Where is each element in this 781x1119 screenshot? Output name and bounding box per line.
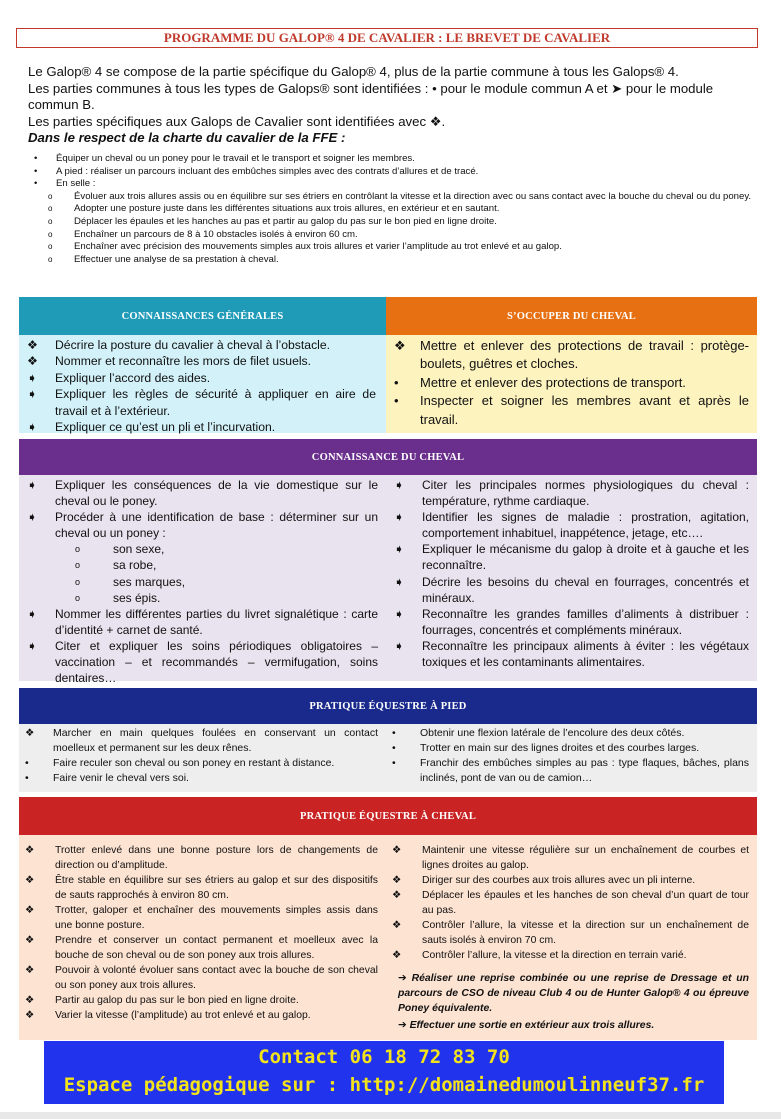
- horse-care-list: [386, 335, 757, 433]
- bullet-icon: •: [392, 742, 396, 754]
- bullet-icon: ❖: [394, 338, 406, 353]
- list-item: [392, 756, 749, 786]
- list-item-text: Équiper un cheval ou un poney pour le travail et le transport et soigner les membres.: [56, 153, 415, 164]
- list-item-text: Varier la vitesse (l’amplitude) au trot enlevé et au galop.: [55, 1010, 311, 1021]
- bullet-icon: ➧: [27, 420, 38, 435]
- contact-banner: [44, 1041, 724, 1104]
- list-subitem: [34, 229, 759, 242]
- bullet-icon: ➧: [27, 478, 38, 492]
- list-subitem: [27, 557, 378, 573]
- list-item: [27, 337, 376, 353]
- list-item-text: Adopter une posture juste dans les différentes situations aux trois allures, en extérieur et en sautant.: [74, 203, 500, 215]
- header-pratique-a-pied: PRATIQUE ÉQUESTRE À PIED: [19, 688, 757, 724]
- list-item-text: Trotter enlevé dans une bonne posture lors de changements de direction ou d’amplitude.: [55, 845, 378, 871]
- list-item-text: Identifier les signes de maladie : prostration, agitation, comportement inhabituel, inappétence, jetage, etc….: [422, 510, 749, 541]
- list-item-text: Décrire les besoins du cheval en fourrages, concentrés et minéraux.: [422, 574, 749, 605]
- list-item-text: Procéder à une identification de base : déterminer sur un cheval ou un poney :: [55, 510, 378, 541]
- list-item: [394, 574, 749, 606]
- list-item-text: Prendre et conserver un contact permanent et moelleux avec la bouche de son cheval ou de son poney aux trois allures.: [55, 935, 378, 961]
- list-item-text: Maintenir une vitesse régulière sur un enchaînement de courbes et lignes droites au galop.: [422, 845, 749, 871]
- list-item: [392, 888, 749, 918]
- circle-bullet-icon: o: [48, 229, 53, 239]
- list-item-text: Faire reculer son cheval ou son poney en restant à distance.: [53, 757, 335, 769]
- list-item: [392, 948, 749, 963]
- exam-note: ➔ Réaliser une reprise combinée ou une reprise de Dressage et un parcours de CSO de niveau Club 4 ou de Hunter Galop® 4 ou épreuve Poney équivalente.: [398, 973, 749, 1014]
- list-item: [394, 374, 749, 392]
- bullet-icon: •: [34, 178, 38, 190]
- intro: [28, 64, 763, 147]
- bullet-icon: ❖: [25, 845, 35, 856]
- list-item-text: Obtenir une flexion latérale de l’encolure des deux côtés.: [420, 727, 685, 739]
- list-item-text: Contrôler l’allure, la vitesse et la direction sur un enchaînement de sauts isolés à environ 70 cm.: [422, 920, 749, 946]
- list-item-text: Déplacer les épaules et les hanches de son cheval d’un quart de tour au pas.: [422, 890, 749, 916]
- list-subitem: [27, 590, 378, 606]
- bullet-icon: ❖: [25, 1010, 35, 1021]
- bullet-icon: ➧: [27, 370, 38, 385]
- list-item: [27, 370, 376, 386]
- list-item: [25, 843, 378, 873]
- list-item: [392, 726, 749, 741]
- list-item: [25, 1008, 378, 1023]
- list-subitem: [34, 216, 759, 229]
- list-item: [25, 993, 378, 1008]
- list-item: [394, 392, 749, 429]
- bullet-icon: •: [392, 727, 396, 739]
- list-item: [25, 726, 378, 756]
- list-item-text: Nommer et reconnaître les mors de filet usuels.: [55, 354, 312, 369]
- list-item: [394, 337, 749, 374]
- list-item: [394, 541, 749, 573]
- bullet-icon: ❖: [392, 845, 402, 856]
- bullet-icon: •: [25, 772, 29, 784]
- list-item-text: ses marques,: [113, 574, 186, 589]
- bullet-icon: •: [392, 757, 396, 769]
- circle-bullet-icon: o: [48, 242, 53, 252]
- list-item: [25, 756, 378, 771]
- bullet-icon: ➧: [394, 638, 405, 653]
- list-item-text: Trotter, galoper et enchaîner des mouvements simples assis dans une bonne posture.: [55, 905, 378, 931]
- bullet-icon: ❖: [25, 905, 35, 916]
- intro-paragraph-2: Les parties communes à tous les types de Galops® sont identifiées : • pour le module commun A et ➤ pour le module commun B.: [28, 80, 714, 112]
- list-item-text: Partir au galop du pas sur le bon pied en ligne droite.: [55, 995, 299, 1006]
- exam-note-outdoor: ➔ Effectuer une sortie en extérieur aux trois allures.: [398, 1020, 655, 1031]
- list-item: [25, 873, 378, 903]
- circle-bullet-icon: o: [75, 592, 81, 603]
- header-soccuper-du-cheval: S’OCCUPER DU CHEVAL: [386, 297, 757, 335]
- section-ground-practice: [19, 688, 757, 792]
- bullet-icon: ❖: [392, 950, 402, 961]
- list-item-text: Faire venir le cheval vers soi.: [53, 772, 189, 784]
- bullet-icon: •: [394, 393, 399, 409]
- ground-practice-right-list: [386, 724, 757, 792]
- bullet-icon: ❖: [25, 995, 35, 1006]
- list-item-text: Expliquer l’accord des aides.: [55, 370, 211, 385]
- list-item-text: Reconnaître les grandes familles d’aliments à distribuer : fourrages, concentrés et compléments minéraux.: [422, 606, 749, 637]
- list-item: [27, 386, 376, 419]
- circle-bullet-icon: o: [48, 191, 53, 201]
- list-item: [394, 606, 749, 638]
- section-horse-knowledge: [19, 439, 757, 686]
- list-item-text: sa robe,: [113, 558, 157, 573]
- bullet-icon: ❖: [25, 965, 35, 976]
- list-item-text: Contrôler l’allure, la vitesse et la direction en terrain varié.: [422, 950, 687, 961]
- bullet-icon: ➧: [27, 510, 38, 525]
- header-connaissance-du-cheval: CONNAISSANCE DU CHEVAL: [19, 439, 757, 475]
- list-item: [27, 477, 378, 509]
- bullet-icon: ❖: [25, 875, 35, 886]
- list-item-text: Citer les principales normes physiologiques du cheval : température, rythme cardiaque.: [422, 478, 749, 509]
- list-item: [27, 509, 378, 541]
- horse-knowledge-left-list: [19, 475, 386, 686]
- bullet-icon: ➧: [27, 638, 38, 653]
- bullet-icon: ❖: [392, 920, 402, 931]
- circle-bullet-icon: o: [75, 576, 81, 587]
- circle-bullet-icon: o: [48, 254, 53, 264]
- list-item-text: Enchaîner avec précision des mouvements simples aux trois allures et varier l’amplitude au trot enlevé et au galop.: [74, 241, 562, 253]
- list-item: [25, 903, 378, 933]
- list-subitem: [27, 574, 378, 590]
- list-item-text: Reconnaître les principaux aliments à éviter : les végétaux toxiques et les contaminants alimentaires.: [422, 638, 749, 670]
- bullet-icon: •: [25, 757, 29, 769]
- contact-website-link[interactable]: Espace pédagogique sur : http://domainedumoulinneuf37.fr: [63, 1074, 705, 1096]
- list-subitem: [34, 191, 759, 204]
- circle-bullet-icon: o: [48, 204, 53, 214]
- bullet-icon: •: [34, 165, 38, 177]
- bullet-icon: ➧: [394, 478, 405, 492]
- bullet-icon: •: [394, 374, 399, 390]
- list-subitem: [27, 541, 378, 557]
- list-item: [27, 419, 376, 435]
- list-item: [392, 918, 749, 948]
- bullet-icon: ➧: [27, 606, 38, 621]
- list-item-text: Diriger sur des courbes aux trois allures avec un pli interne.: [422, 875, 696, 886]
- bullet-icon: ❖: [27, 338, 38, 352]
- list-item-text: Effectuer une analyse de sa prestation à cheval.: [74, 253, 279, 265]
- ground-practice-left-list: [19, 724, 386, 792]
- list-item-text: Franchir des embûches simples au pas : type flaques, bâches, plans inclinés, pont de van ou de camion…: [420, 757, 749, 784]
- list-item-text: Enchaîner un parcours de 8 à 10 obstacles isolés à environ 60 cm.: [74, 228, 358, 240]
- riding-practice-right-list: [386, 835, 757, 1040]
- list-item-text: Mettre et enlever des protections de travail : protège-boulets, guêtres et cloches.: [420, 338, 749, 372]
- list-item-text: Expliquer le mécanisme du galop à droite et à gauche et les reconnaître.: [422, 542, 749, 573]
- list-item-text: Mettre et enlever des protections de transport.: [420, 374, 686, 390]
- list-subitem: [34, 254, 759, 267]
- bullet-icon: ❖: [27, 354, 38, 369]
- list-subitem: [34, 241, 759, 254]
- header-connaissances-generales: CONNAISSANCES GÉNÉRALES: [19, 297, 386, 335]
- list-item: [27, 638, 378, 686]
- list-item-text: ses épis.: [113, 590, 161, 605]
- list-item: [394, 509, 749, 541]
- list-subitem: [34, 203, 759, 216]
- bullet-icon: ➧: [394, 542, 405, 557]
- bullet-icon: ➧: [27, 387, 38, 402]
- list-item-text: Trotter en main sur des lignes droites et des courbes larges.: [420, 742, 700, 754]
- ffe-objectives-list: [34, 153, 759, 266]
- list-item-text: Être stable en équilibre sur ses étriers au galop et sur des dispositifs de sauts rapprochés à environ 80 cm.: [55, 875, 378, 901]
- list-item-text: son sexe,: [113, 542, 165, 557]
- list-item: [34, 166, 759, 179]
- general-knowledge-list: [19, 335, 386, 433]
- charte-heading: Dans le respect de la charte du cavalier de la FFE :: [28, 130, 346, 145]
- header-pratique-a-cheval: PRATIQUE ÉQUESTRE À CHEVAL: [19, 797, 757, 835]
- list-item-text: Évoluer aux trois allures assis ou en équilibre sur ses étriers en contrôlant la vitesse et la direction avec ou sans contact avec la bouche du cheval ou du poney.: [74, 190, 752, 202]
- list-item-text: Expliquer les conséquences de la vie domestique sur le cheval ou le poney.: [55, 478, 378, 509]
- bullet-icon: ❖: [25, 935, 35, 946]
- list-item-text: A pied : réaliser un parcours incluant des embûches simples avec des contrats d’allures et de tracé.: [56, 165, 479, 177]
- list-item-text: Nommer les différentes parties du livret signalétique : carte d’identité + carnet de santé.: [55, 606, 378, 637]
- page-title: PROGRAMME DU GALOP® 4 DE CAVALIER : LE BREVET DE CAVALIER: [16, 28, 758, 48]
- list-item: [392, 873, 749, 888]
- bullet-icon: •: [34, 153, 38, 164]
- bullet-icon: ➧: [394, 606, 405, 621]
- list-item-text: Expliquer les règles de sécurité à appliquer en aire de travail et à l’extérieur.: [55, 387, 376, 418]
- list-item-text: Décrire la posture du cavalier à cheval à l’obstacle.: [55, 338, 331, 352]
- list-item: [394, 477, 749, 509]
- contact-phone: Contact 06 18 72 83 70: [258, 1046, 510, 1068]
- page-footer-divider: [0, 1112, 781, 1119]
- list-item-text: Marcher en main quelques foulées en conservant un contact moelleux et permanent sur les deux rênes.: [53, 727, 378, 754]
- list-item-text: En selle :: [56, 178, 96, 190]
- bullet-icon: ➧: [394, 510, 405, 525]
- bullet-icon: ❖: [392, 875, 402, 886]
- section-general-knowledge: [19, 297, 757, 433]
- circle-bullet-icon: o: [75, 560, 81, 571]
- horse-knowledge-right-list: [386, 475, 757, 681]
- intro-paragraph-3: Les parties spécifiques aux Galops de Cavalier sont identifiées avec ❖.: [28, 113, 446, 129]
- list-item: [392, 741, 749, 756]
- list-item: [27, 606, 378, 638]
- list-item: [392, 843, 749, 873]
- list-item-text: Expliquer ce qu’est un pli et l’incurvation.: [55, 420, 276, 435]
- list-item: [34, 153, 759, 166]
- list-item: [34, 178, 759, 191]
- list-item-text: Inspecter et soigner les membres avant et après le travail.: [420, 393, 749, 427]
- circle-bullet-icon: o: [75, 544, 81, 555]
- circle-bullet-icon: o: [48, 216, 53, 226]
- riding-practice-left-list: [19, 835, 386, 1040]
- bullet-icon: ❖: [25, 727, 35, 739]
- intro-paragraph-1: Le Galop® 4 se compose de la partie spécifique du Galop® 4, plus de la partie commune à tous les Galops® 4.: [28, 64, 679, 79]
- list-item: [25, 771, 378, 786]
- list-item-text: Déplacer les épaules et les hanches au pas et partir au galop du pas sur le bon pied en ligne droite.: [74, 215, 497, 227]
- list-item: [27, 353, 376, 369]
- list-item: [394, 638, 749, 670]
- list-item: [25, 933, 378, 963]
- list-item-text: Citer et expliquer les soins périodiques obligatoires – vaccination – et recommandés – vermifugation, soins dentaires…: [55, 638, 378, 686]
- list-item: [25, 963, 378, 993]
- list-item-text: Pouvoir à volonté évoluer sans contact avec la bouche de son cheval ou son poney aux trois allures.: [55, 965, 378, 991]
- bullet-icon: ❖: [392, 890, 402, 901]
- section-riding-practice: [19, 797, 757, 1040]
- bullet-icon: ➧: [394, 574, 405, 589]
